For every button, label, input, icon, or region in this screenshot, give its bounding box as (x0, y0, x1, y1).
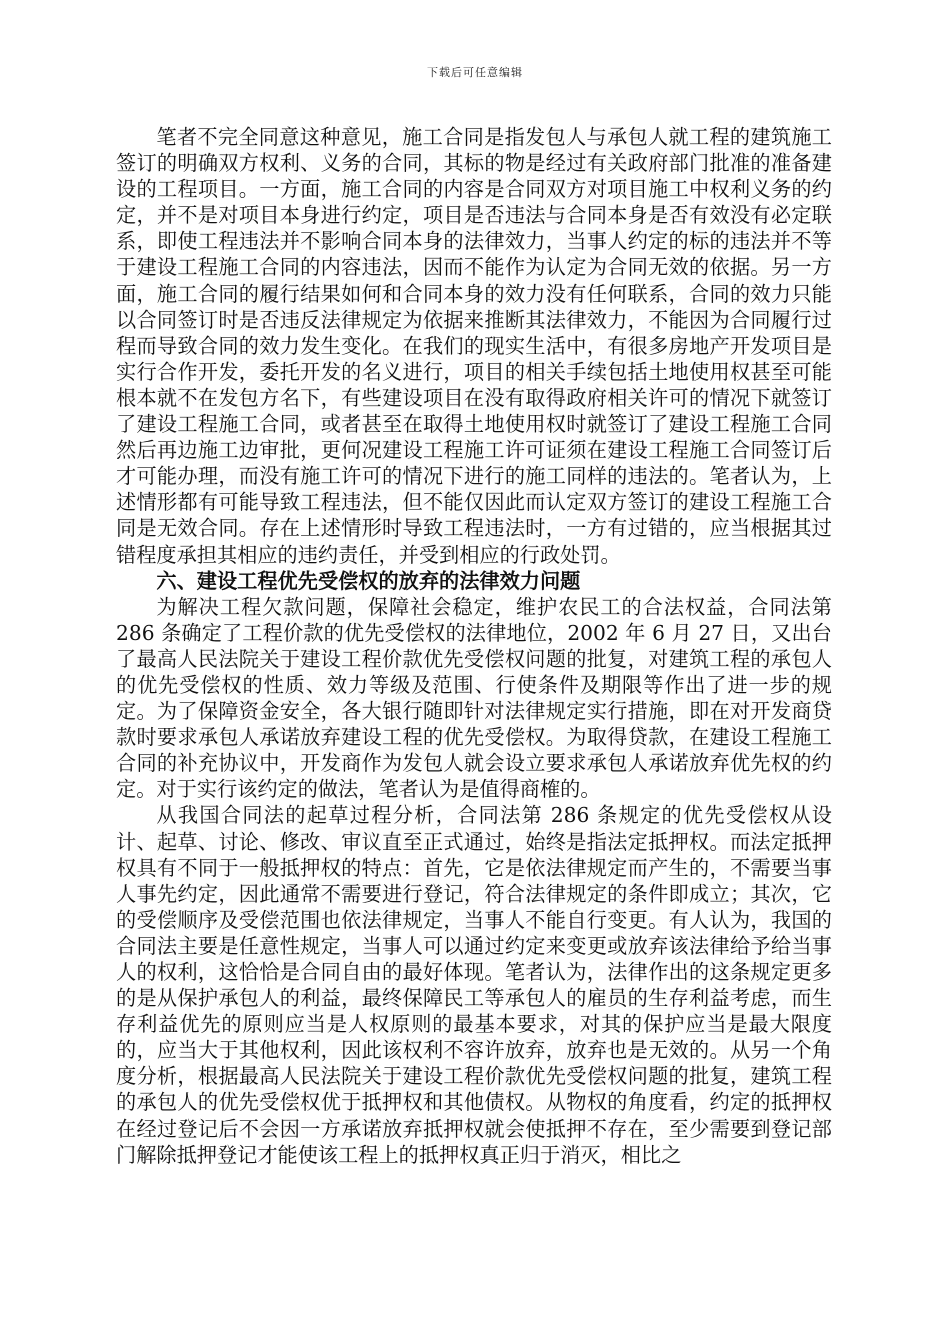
paragraph: 笔者不完全同意这种意见，施工合同是指发包人与承包人就工程的建筑施工签订的明确双方权利、义务的合同，其标的物是经过有关政府部门批准的准备建设的工程项目。一方面，施工合同的内容是合同双方对项目施工中权利义务的约定，并不是对项目本身进行约定，项目是否违法与合同本身是否有效没有必定联系，即使工程违法并不影响合同本身的法律效力，当事人约定的标的违法并不等于建设工程施工合同的内容违法，因而不能作为认定为合同无效的依据。另一方面，施工合同的履行结果如何和合同本身的效力没有任何联系，合同的效力只能以合同签订时是否违反法律规定为依据来推断其法律效力，不能因为合同履行过程而导致合同的效力发生变化。在我们的现实生活中，有很多房地产开发项目是实行合作开发，委托开发的名义进行，项目的相关手续包括土地使用权甚至可能根本就不在发包方名下，有些建设项目在没有取得政府相关许可的情况下就签订了建设工程施工合同，或者甚至在取得土地使用权时就签订了建设工程施工合同然后再边施工边审批，更何况建设工程施工许可证须在建设工程施工合同签订后才可能办理，而没有施工许可的情况下进行的施工同样的违法的。笔者认为，上述情形都有可能导致工程违法，但不能仅因此而认定双方签订的建设工程施工合同是无效合同。存在上述情形时导致工程违法时，一方有过错的，应当根据其过错程度承担其相应的违约责任，并受到相应的行政处罚。 (116, 125, 832, 567)
paragraph: 从我国合同法的起草过程分析，合同法第 286 条规定的优先受偿权从设计、起草、讨论、修改、审议直至正式通过，始终是指法定抵押权。而法定抵押权具有不同于一般抵押权的特点：首先，它是依法律规定而产生的，不需要当事人事先约定，因此通常不需要进行登记，符合法律规定的条件即成立；其次，它的受偿顺序及受偿范围也依法律规定，当事人不能自行变更。有人认为，我国的合同法主要是任意性规定，当事人可以通过约定来变更或放弃该法律给予给当事人的权利，这恰恰是合同自由的最好体现。笔者认为，法律作出的这条规定更多的是从保护承包人的利益，最终保障民工等承包人的雇员的生存利益考虑，而生存利益优先的原则应当是人权原则的最基本要求，对其的保护应当是最大限度的，应当大于其他权利，因此该权利不容许放弃，放弃也是无效的。从另一个角度分析，根据最高人民法院关于建设工程价款优先受偿权问题的批复，建筑工程的承包人的优先受偿权优于抵押权和其他债权。从物权的角度看，约定的抵押权在经过登记后不会因一方承诺放弃抵押权就会使抵押不存在，至少需要到登记部门解除抵押登记才能使该工程上的抵押权真正归于消灭，相比之 (116, 803, 832, 1167)
section-heading: 六、建设工程优先受偿权的放弃的法律效力问题 (156, 568, 581, 593)
paragraph: 为解决工程欠款问题，保障社会稳定，维护农民工的合法权益，合同法第 286 条确定了工程价款的优先受偿权的法律地位，2002 年 6 月 27 日，又出台了最高人民法院关于建设工程价款优先受偿权问题的批复，对建筑工程的承包人的优先受偿权的性质、效力等级及范围、行使条件及期限等作出了进一步的规定。为了保障资金安全，各大银行随即针对法律规定实行措施，即在对开发商贷款时要求承包人承诺放弃建设工程的优先受偿权。为取得贷款，在建设工程施工合同的补充协议中，开发商作为发包人就会设立要求承包人承诺放弃优先权的约定。对于实行该约定的做法，笔者认为是值得商榷的。 (116, 594, 832, 802)
page-header: 下载后可任意编辑 (427, 66, 523, 79)
document-body (116, 124, 832, 1168)
